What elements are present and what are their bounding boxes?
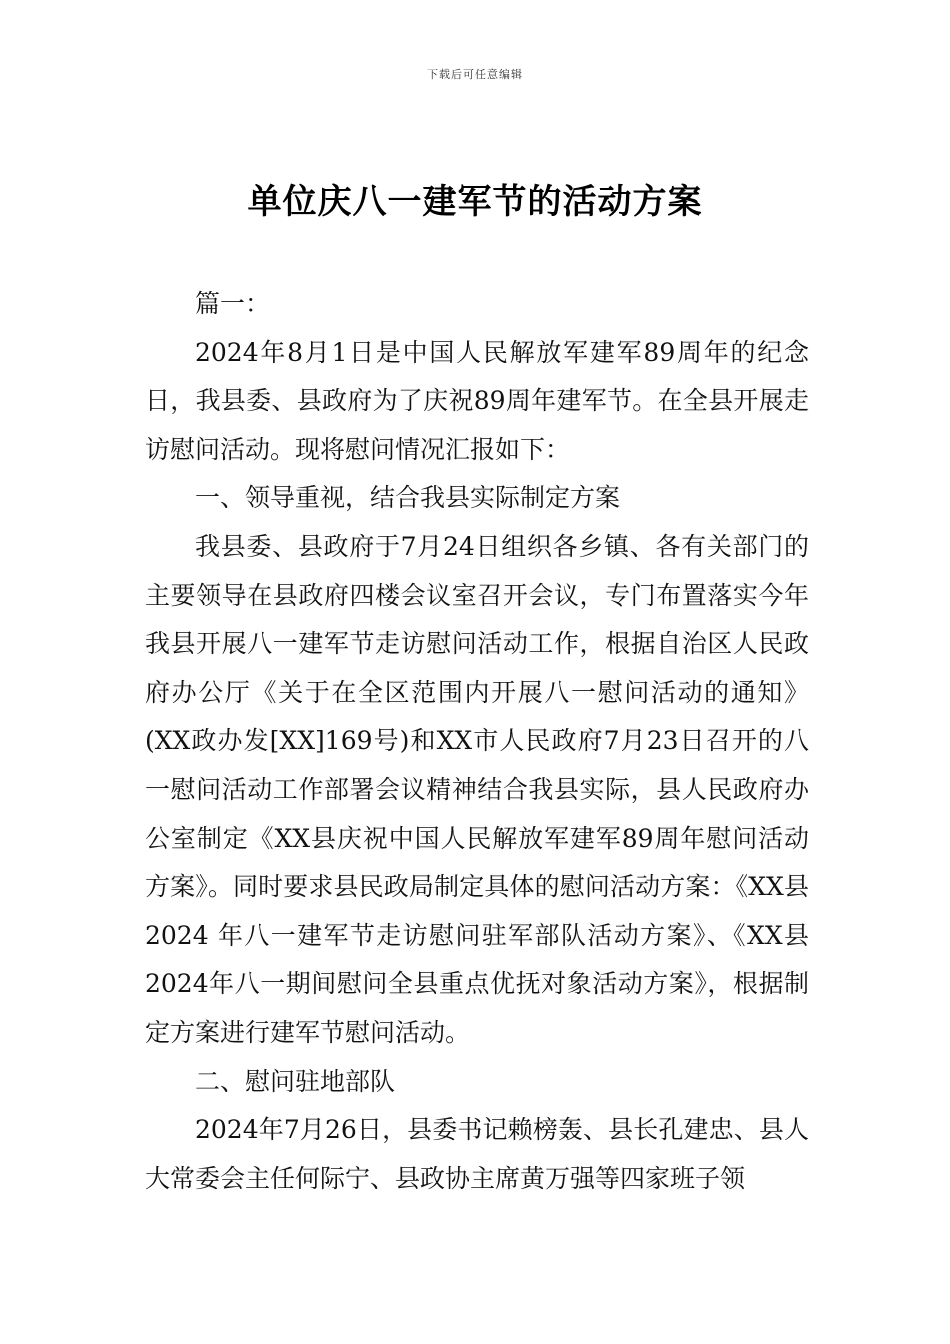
heading-section-1: 一、领导重视，结合我县实际制定方案 [195,483,621,513]
paragraph-section-2-body: 2024年7月26日，县委书记赖榜轰、县长孔建忠、县人大常委会主任何际宁、县政协主席黄万强等四家班子领 [145,1115,809,1193]
heading-section-2: 二、慰问驻地部队 [195,1066,396,1096]
paragraph-section-label: 篇一： [195,289,271,318]
document-body [145,280,809,1203]
paragraph-section-1-body: 我县委、县政府于7月24日组织各乡镇、各有关部门的主要领导在县政府四楼会议室召开会议，专门布置落实今年我县开展八一建军节走访慰问活动工作，根据自治区人民政府办公厅《关于在全区范围内开展八一慰问活动的通知》(XX政办发[XX]169号)和XX市人民政府7月23日召开的八 一慰问活动工作部署会议精神结合我县实际，县人民政府办公室制定《XX县庆祝中国人民解放军建军89周年慰问活动方案》。同时要求县民政局制定具体的慰问活动方案：《XX县2024 年八一建军节走访慰问驻军部队活动方案》、《XX县2024年八一期间慰问全县重点优抚对象活动方案》，根据制定方案进行建军节慰问活动。 [145,531,809,1047]
document-title: 单位庆八一建军节的活动方案 [247,182,703,222]
paragraph-intro: 2024年8月1日是中国人民解放军建军89周年的纪念日，我县委、县政府为了庆祝89周年建军节。在全县开展走访慰问活动。现将慰问情况汇报如下： [145,337,809,464]
header-note: 下载后可任意编辑 [427,68,523,81]
